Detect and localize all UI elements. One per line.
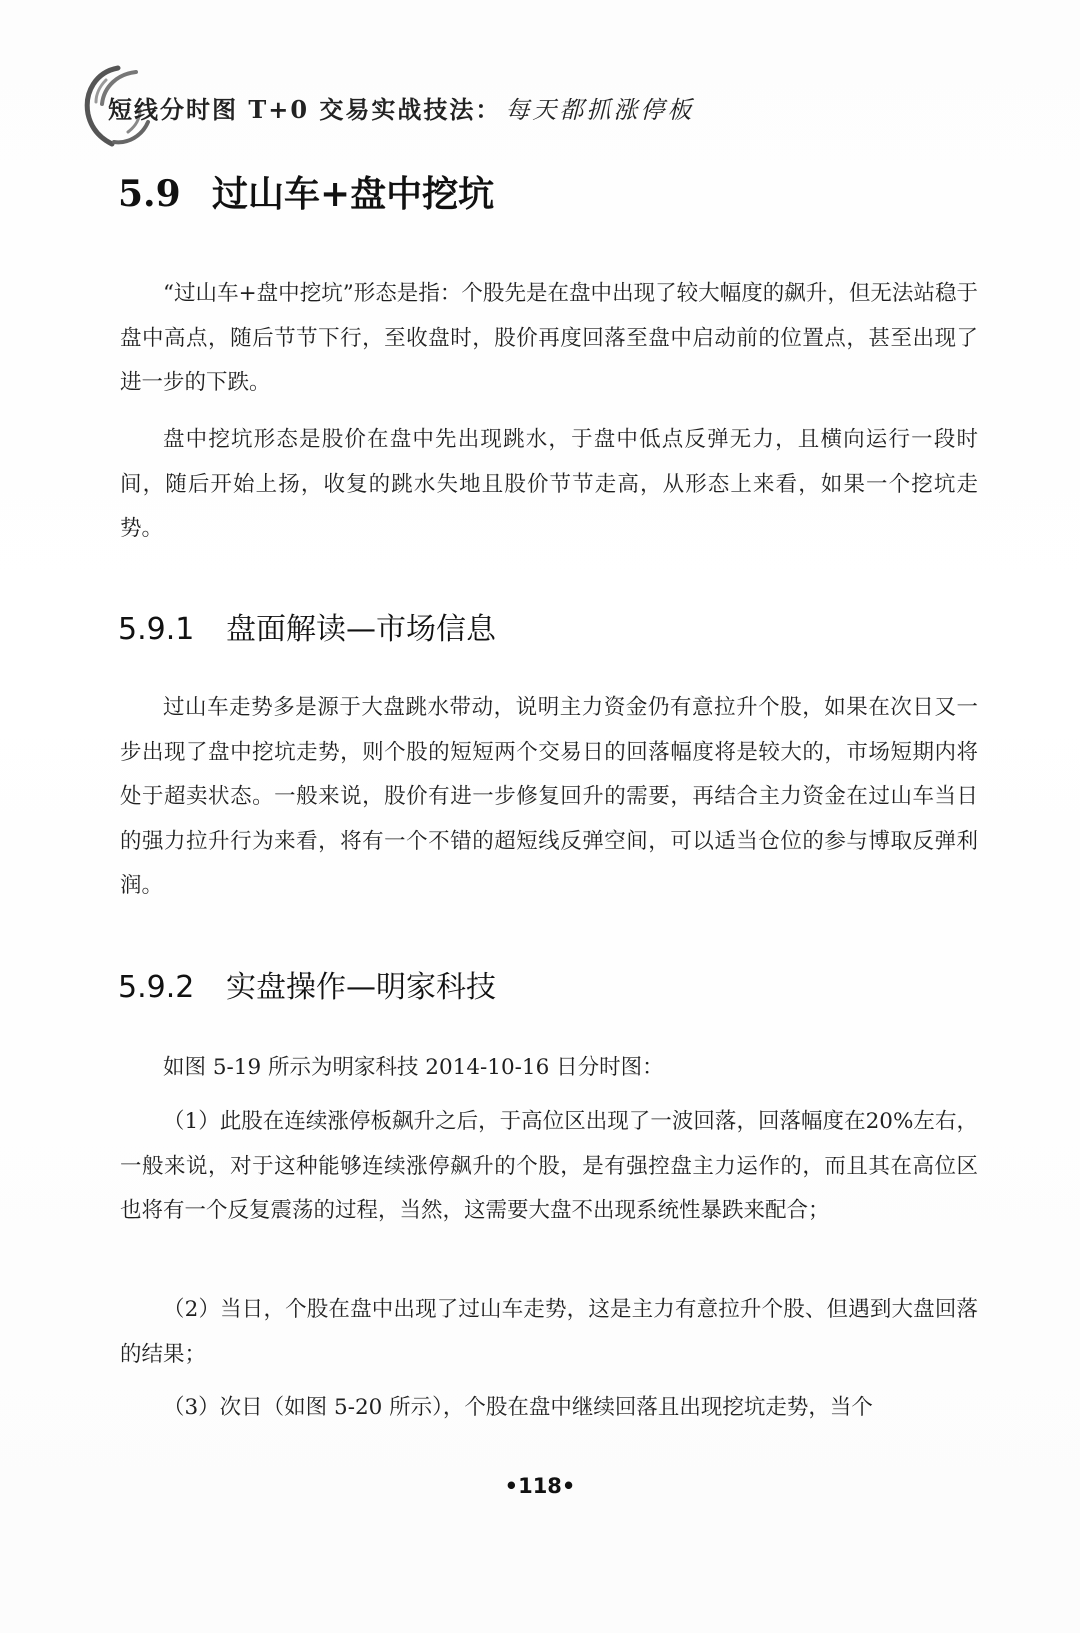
running-header-title: 短线分时图 T+0 交易实战技法：	[108, 95, 502, 124]
subsection-1-title: 盘面解读—市场信息	[226, 612, 496, 647]
subsection-2-paragraph-1: 如图 5-19 所示为明家科技 2014-10-16 日分时图：	[163, 1055, 664, 1080]
subsection-1-paragraph: 过山车走势多是源于大盘跳水带动，说明主力资金仍有意拉升个股，如果在次日又一步出现了盘中挖坑走势，则个股的短短两个交易日的回落幅度将是较大的，市场短期内将处于超卖状态。一般来说，股价有进一步修复回升的需要，再结合主力资金在过山车当日的强力拉升行为来看，将有一个不错的超短线反弹空间，可以适当仓位的参与博取反弹利润。	[120, 695, 978, 898]
section-heading	[118, 166, 494, 217]
subsection-2-number: 5.9.2	[118, 970, 195, 1005]
section-number: 5.9	[118, 173, 181, 215]
running-header	[78, 62, 818, 148]
subsection-2-paragraph-3: （2）当日，个股在盘中出现了过山车走势，这是主力有意拉升个股、但遇到大盘回落的结果；	[120, 1297, 978, 1367]
page-number: •118•	[504, 1474, 576, 1498]
intro-paragraph-2: 盘中挖坑形态是股价在盘中先出现跳水，于盘中低点反弹无力，且横向运行一段时间，随后开始上扬，收复的跳水失地且股价节节走高，从形态上来看，如果一个挖坑走势。	[120, 427, 978, 541]
intro-paragraph-1: “过山车+盘中挖坑”形态是指：个股先是在盘中出现了较大幅度的飙升，但无法站稳于盘中高点，随后节节下行，至收盘时，股价再度回落至盘中启动前的位置点，甚至出现了进一步的下跌。	[120, 281, 978, 395]
running-header-subtitle: 每天都抓涨停板	[505, 96, 695, 124]
subsection-2-title: 实盘操作—明家科技	[226, 970, 496, 1005]
subsection-heading-2	[118, 962, 496, 1006]
subsection-2-paragraph-4: （3）次日（如图 5-20 所示），个股在盘中继续回落且出现挖坑走势，当个	[163, 1395, 873, 1420]
subsection-heading-1	[118, 604, 496, 648]
subsection-1-number: 5.9.1	[118, 612, 195, 647]
subsection-2-paragraph-2: （1）此股在连续涨停板飙升之后，于高位区出现了一波回落，回落幅度在20%左右，一般来说，对于这种能够连续涨停飙升的个股，是有强控盘主力运作的，而且其在高位区也将有一个反复震荡的过程，当然，这需要大盘不出现系统性暴跌来配合；	[120, 1109, 978, 1223]
running-header-text	[108, 90, 694, 125]
section-title: 过山车+盘中挖坑	[212, 173, 495, 215]
